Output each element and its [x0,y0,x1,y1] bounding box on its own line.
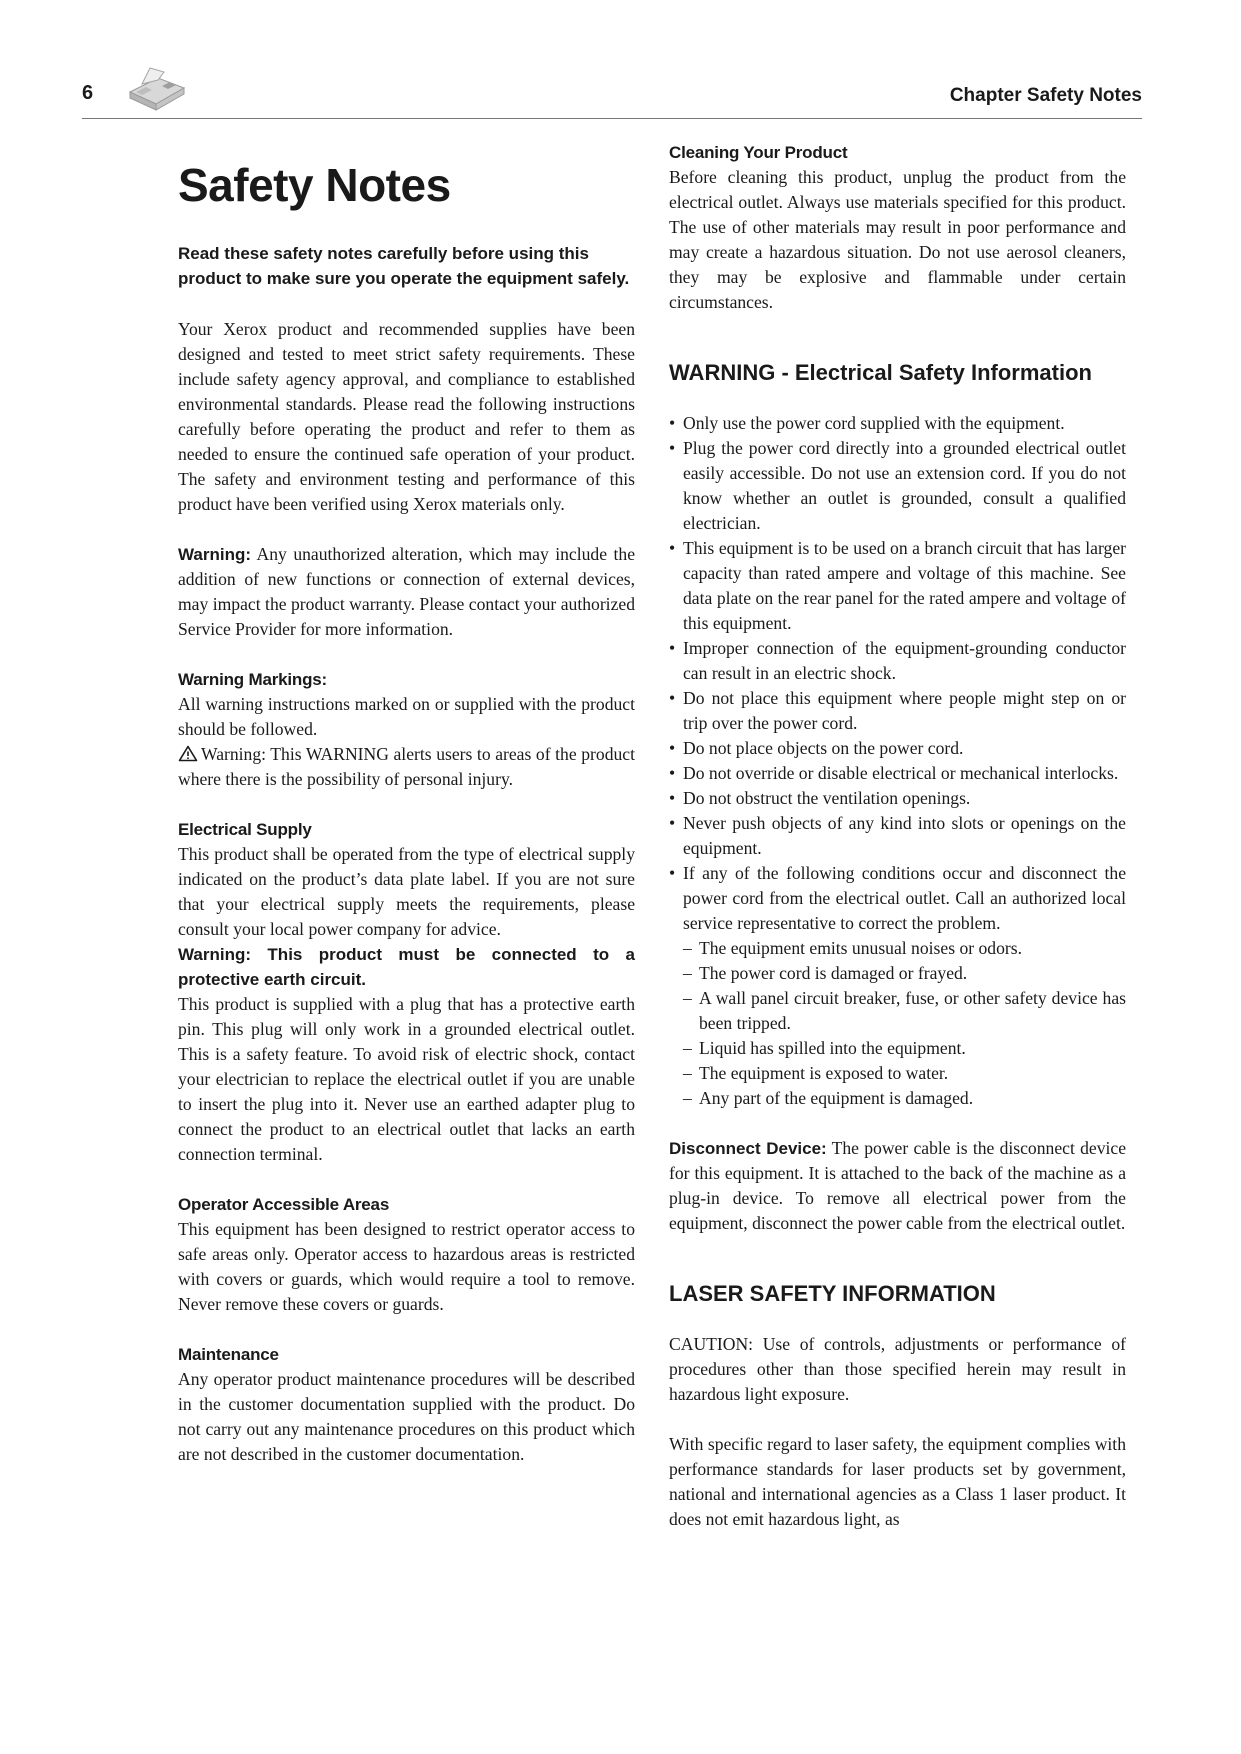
bullet-mark: • [669,813,676,833]
warning-markings-note [178,742,635,792]
condition-item: – Any part of the equipment is damaged. [683,1086,1126,1111]
cleaning-heading: Cleaning Your Product [669,143,848,162]
list-item: • Improper connection of the equipment-grounding conductor can result in an electric shock. [669,638,1126,683]
list-item: • Only use the power cord supplied with the equipment. [669,411,1126,436]
list-item: • Do not place this equipment where people might step on or trip over the power cord. [669,688,1126,733]
left-column [178,140,635,1467]
electrical-safety-list [669,411,1126,1111]
dash-mark: – [683,1063,692,1083]
list-item: • If any of the following conditions occur and disconnect the power cord from the electrical outlet. Call an authorized local service representative to correct the problem. – The equipment emits unusual noises or odors. – The power cord is damaged or frayed. – A wall panel circuit breaker, fuse, or other safety device has been tripped. – Liquid has spilled into the equipment. – The equipment is exposed to water. – Any part of the equipment is damaged. [669,861,1126,1111]
condition-item: – A wall panel circuit breaker, fuse, or other safety device has been tripped. [683,988,1126,1033]
electrical-supply-heading: Electrical Supply [178,819,312,839]
operator-areas-text: This equipment has been designed to restrict operator access to safe areas only. Operator access to hazardous areas is restricted with covers or guards, which would require a tool to remove. Never remove these covers or guards. [178,1218,635,1314]
dash-mark: – [683,988,692,1008]
earth-pin-text: This product is supplied with a plug that has a protective earth pin. This plug will only work in a grounded electrical outlet. This is a safety feature. To avoid risk of electric shock, contact your electrician to replace the electrical outlet if you are unable to insert the plug into it. Never use an earthed adapter plug to connect the product to an electrical outlet that lacks an earth connection terminal. [178,993,635,1164]
warning-markings-text: All warning instructions marked on or supplied with the product should be followed. [178,693,635,739]
disconnect-device-label: Disconnect Device: [669,1139,827,1158]
maintenance-heading: Maintenance [178,1344,279,1364]
maintenance-text: Any operator product maintenance procedures will be described in the customer documentation supplied with the product. Do not carry out any maintenance procedures on this product which are not described in the customer documentation. [178,1368,635,1464]
conditions-list [683,936,1126,1111]
electrical-safety-heading: WARNING - Electrical Safety Information [669,360,1092,385]
bullet-mark: • [669,688,676,708]
list-item: • Do not override or disable electrical or mechanical interlocks. [669,761,1126,786]
bullet-mark: • [669,738,676,758]
intro-text: Read these safety notes carefully before using this product to make sure you operate the equipment safely. [178,243,630,288]
laser-safety-text: With specific regard to laser safety, the equipment complies with performance standards for laser products set by government, national and international agencies as a Class 1 laser product. It does not emit hazardous light, as [669,1434,1126,1529]
condition-item: – The equipment is exposed to water. [683,1061,1126,1086]
condition-item: – The equipment emits unusual noises or odors. [683,936,1126,961]
condition-item: – Liquid has spilled into the equipment. [683,1036,1126,1061]
list-item: • Do not obstruct the ventilation openings. [669,786,1126,811]
bullet-mark: • [669,863,676,883]
header-rule [82,118,1142,119]
bullet-mark: • [669,788,676,808]
page-title: Safety Notes [178,159,451,211]
warning-markings-note-text: Warning: This WARNING alerts users to areas of the product where there is the possibility of personal injury. [178,743,635,789]
disconnect-device-text: Disconnect Device: The power cable is the disconnect device for this equipment. It is attached to the back of the machine as a plug-in device. To remove all electrical power from the equipment, disconnect the power cable from the electrical outlet. [669,1138,1126,1233]
dash-mark: – [683,963,692,983]
warning-triangle-icon [178,745,198,762]
electrical-supply-text: This product shall be operated from the type of electrical supply indicated on the product’s data plate label. If you are not sure that your electrical supply meets the requirements, please consult your local power company for advice. [178,843,635,939]
dash-mark: – [683,938,692,958]
dash-mark: – [683,1088,692,1108]
list-item: • Never push objects of any kind into slots or openings on the equipment. [669,813,1126,858]
operator-areas-heading: Operator Accessible Areas [178,1194,390,1214]
warning-markings-heading: Warning Markings: [178,669,327,689]
laser-caution-text: CAUTION: Use of controls, adjustments or performance of procedures other than those specified herein may result in hazardous light exposure. [669,1334,1126,1404]
warranty-warning [178,542,635,642]
dash-mark: – [683,1038,692,1058]
cleaning-text: Before cleaning this product, unplug the product from the electrical outlet. Always use materials specified for this product. The use of other materials may result in poor performance and may create a hazardous situation. Do not use aerosol cleaners, they may be explosive and flammable under certain circumstances. [669,167,1126,312]
right-column [669,140,1126,1532]
laser-safety-heading: LASER SAFETY INFORMATION [669,1281,996,1306]
bullet-mark: • [669,638,676,658]
bullet-mark: • [669,763,676,783]
bullet-mark: • [669,413,676,433]
page-number: 6 [82,82,94,104]
earth-circuit-warning: Warning: This product must be connected to a protective earth circuit. [178,944,635,989]
bullet-mark: • [669,538,676,558]
warning-label: Warning: [178,544,252,564]
running-header: Chapter Safety Notes [949,85,1142,106]
list-item: • Plug the power cord directly into a grounded electrical outlet easily accessible. Do not use an extension cord. If you do not know whether an outlet is grounded, consult a qualified electrician. [669,438,1126,533]
list-item: • This equipment is to be used on a branch circuit that has larger capacity than rated ampere and voltage of this machine. See data plate on the rear panel for the rated ampere and voltage of this equipment. [669,538,1126,633]
fax-machine-icon [124,62,190,114]
warning-text: Any unauthorized alteration, which may include the addition of new functions or connection of external devices, may impact the product warranty. Please contact your authorized Service Provider for more information. [178,543,635,639]
intro-paragraph: Your Xerox product and recommended supplies have been designed and tested to meet strict safety requirements. These include safety agency approval, and compliance to established environmental standards. Please read the following instructions carefully before operating the product and refer to them as needed to ensure the continued safe operation of your product. The safety and environment testing and performance of this product have been verified using Xerox materials only. [178,318,635,514]
bullet-mark: • [669,438,676,458]
list-item: • Do not place objects on the power cord. [669,736,1126,761]
condition-item: – The power cord is damaged or frayed. [683,961,1126,986]
